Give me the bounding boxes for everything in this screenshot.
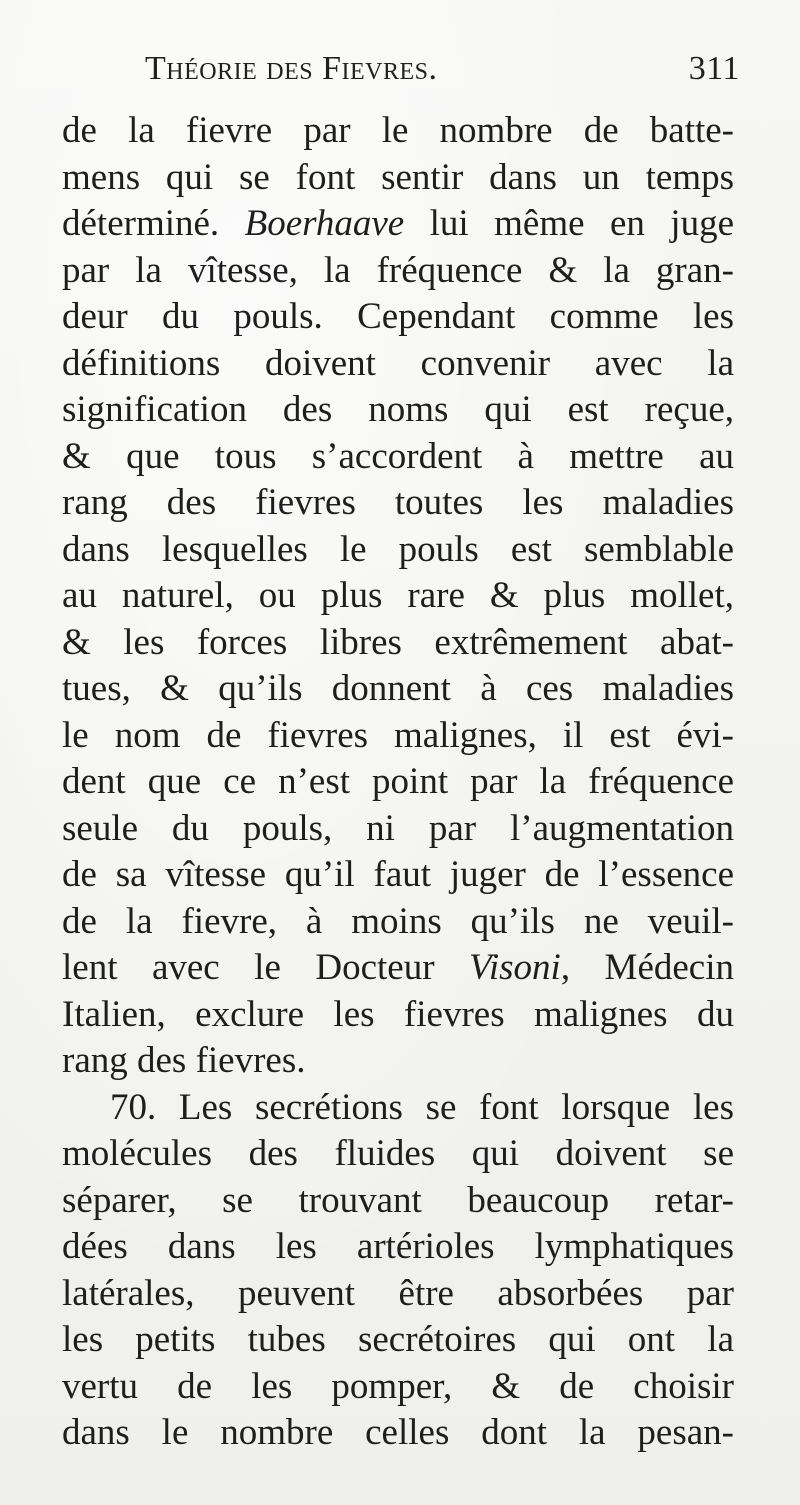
text-line: de sa vîtesse qu’il faut juger de l’essence — [62, 854, 734, 895]
text-line: au naturel, ou plus rare & plus mollet, — [62, 575, 734, 616]
text-line: dans lesquelles le pouls est semblable — [62, 528, 734, 570]
text-line: le nom de fievres malignes, il est évi- — [62, 714, 734, 756]
text-line: rang des fievres. — [62, 1040, 306, 1081]
text-line: dans le nombre celles dont la pesan- — [62, 1412, 734, 1453]
text-line: seule du pouls, ni par l’augmentation — [62, 807, 734, 849]
text-line: les petits tubes secrétoires qui ont la — [62, 1319, 734, 1360]
text-line: molécules des fluides qui doivent se — [62, 1133, 734, 1174]
text-line: vertu de les pomper, & de choisir — [62, 1365, 734, 1407]
body-text — [62, 108, 734, 1457]
text-line: mens qui se font sentir dans un temps — [62, 156, 734, 198]
paragraph-start-line: 70. Les secrétions se font lorsque les — [110, 1086, 734, 1128]
text-line: tues, & qu’ils donnent à ces maladies — [62, 668, 734, 709]
text-line: de la fievre par le nombre de batte- — [62, 110, 734, 151]
text-line: dées dans les artérioles lymphatiques — [62, 1226, 734, 1267]
running-title: Théorie des Fievres. — [145, 50, 438, 87]
text-line: deur du pouls. Cependant comme les — [62, 296, 734, 337]
running-head — [145, 50, 740, 100]
text-line: définitions doivent convenir avec la — [62, 342, 734, 384]
text-line: séparer, se trouvant beaucoup retar- — [62, 1179, 734, 1221]
text-line: par la vîtesse, la fréquence & la gran- — [62, 249, 734, 291]
text-line: signification des noms qui est reçue, — [62, 389, 734, 430]
page-number: 311 — [688, 50, 740, 87]
text-line: latérales, peuvent être absorbées par — [62, 1272, 734, 1314]
text-line: rang des fievres toutes les maladies — [62, 482, 734, 523]
text-line: de la fievre, à moins qu’ils ne veuil- — [62, 900, 734, 942]
text-line: lent avec le Docteur Visoni, Médecin — [62, 947, 734, 988]
text-line: & que tous s’accordent à mettre au — [62, 435, 734, 477]
text-line: Italien, exclure les fievres malignes du — [62, 993, 734, 1035]
text-line: & les forces libres extrêmement abat- — [62, 621, 734, 663]
text-line: déterminé. Boerhaave lui même en juge — [62, 203, 734, 244]
text-line: dent que ce n’est point par la fréquence — [62, 761, 734, 802]
